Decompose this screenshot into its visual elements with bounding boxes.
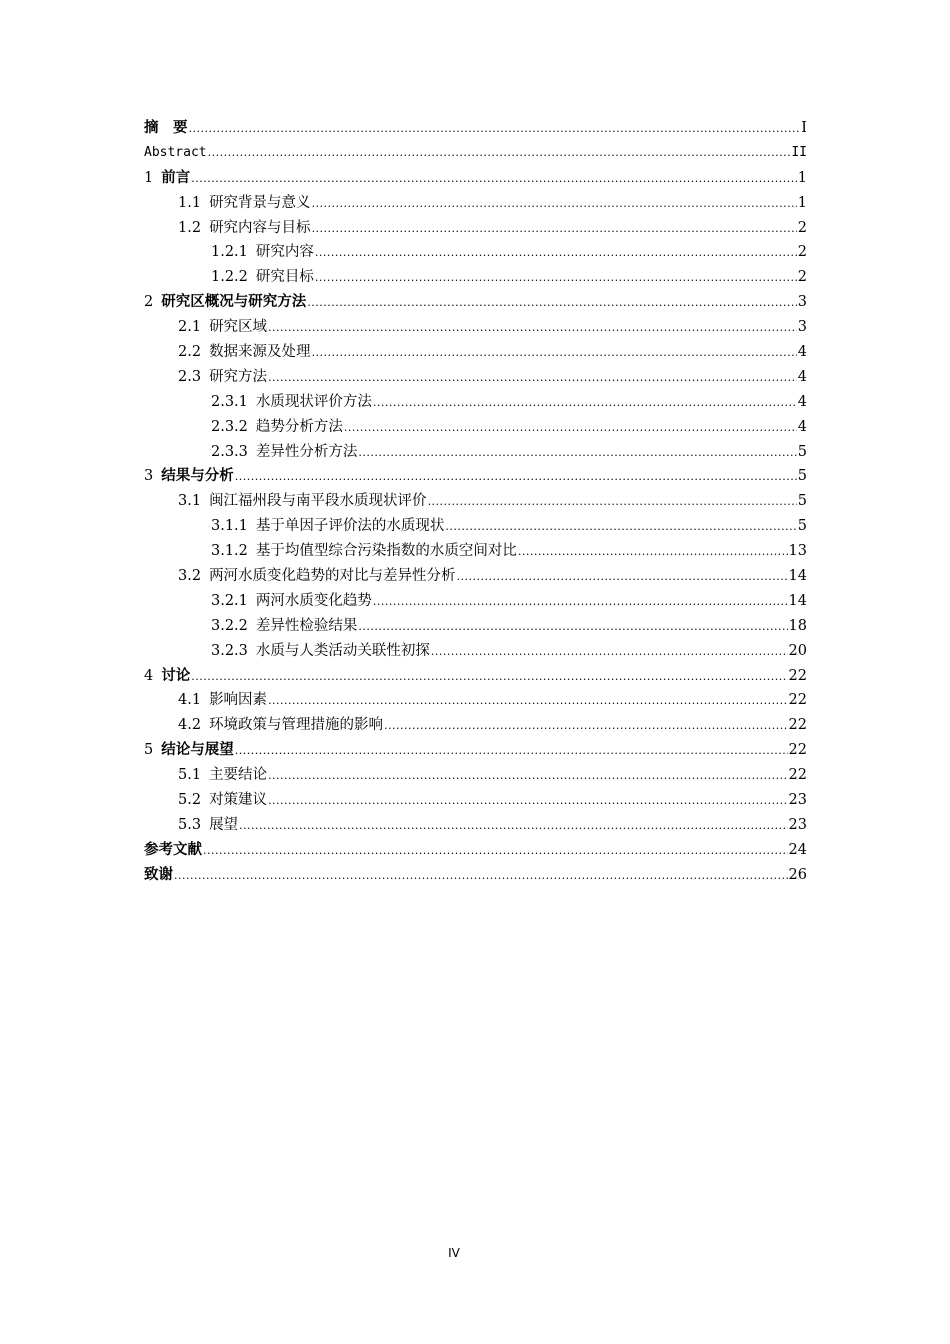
- toc-entry-page: 22: [788, 767, 807, 784]
- toc-entry-number: 5.2: [178, 792, 202, 809]
- toc-entry-number: 4.1: [178, 692, 202, 709]
- toc-entry-page: II: [791, 144, 807, 160]
- toc-dot-leader: [208, 141, 791, 166]
- toc-dot-leader: [191, 665, 787, 690]
- toc-entry[interactable]: [144, 863, 807, 888]
- toc-entry-number: 1.2.1: [211, 244, 248, 261]
- toc-entry-title: 研究目标: [255, 269, 314, 286]
- toc-entry-title: 研究方法: [209, 368, 268, 385]
- toc-entry-title: 差异性检验结果: [255, 617, 358, 634]
- toc-entry-page: 22: [788, 667, 807, 684]
- toc-entry-number: 2: [144, 294, 154, 311]
- toc-entry-title: 主要结论: [209, 767, 268, 784]
- toc-entry-number: 5.3: [178, 816, 202, 833]
- toc-dot-leader: [235, 465, 797, 490]
- toc-entry[interactable]: [144, 813, 807, 838]
- toc-entry[interactable]: [144, 639, 807, 664]
- toc-entry-title: 致谢: [144, 866, 173, 883]
- toc-entry-page: 4: [797, 418, 807, 435]
- toc-entry-page: 1: [797, 194, 807, 211]
- toc-entry-number: 3: [144, 468, 154, 485]
- toc-entry-title: 参考文献: [144, 841, 202, 858]
- toc-entry-page: 2: [797, 244, 807, 261]
- toc-dot-leader: [312, 217, 797, 242]
- toc-entry[interactable]: [144, 340, 807, 365]
- toc-entry-page: 5: [797, 493, 807, 510]
- toc-dot-leader: [518, 540, 788, 565]
- toc-entry-number: 1.1: [178, 194, 202, 211]
- toc-entry-page: 5: [797, 468, 807, 485]
- toc-entry-page: 4: [797, 368, 807, 385]
- toc-dot-leader: [268, 789, 787, 814]
- toc-entry[interactable]: [144, 564, 807, 589]
- toc-entry-title: 两河水质变化趋势的对比与差异性分析: [209, 568, 456, 585]
- toc-dot-leader: [203, 839, 788, 864]
- toc-entry-page: 23: [788, 816, 807, 833]
- toc-dot-leader: [268, 689, 787, 714]
- toc-entry-number: 4: [144, 667, 154, 684]
- toc-entry[interactable]: [144, 539, 807, 564]
- toc-entry-title: 结论与展望: [161, 742, 234, 759]
- toc-entry-page: 22: [788, 717, 807, 734]
- toc-dot-leader: [312, 341, 797, 366]
- toc-entry[interactable]: [144, 738, 807, 763]
- toc-entry-number: 3.2.2: [211, 617, 248, 634]
- toc-entry-title: 对策建议: [209, 792, 268, 809]
- toc-dot-leader: [268, 764, 787, 789]
- toc-entry-title: 水质现状评价方法: [255, 393, 372, 410]
- toc-dot-leader: [312, 192, 797, 217]
- toc-entry-page: 23: [788, 792, 807, 809]
- toc-entry-number: 3.2: [178, 568, 202, 585]
- toc-entry-number: 5.1: [178, 767, 202, 784]
- toc-entry-page: 26: [788, 866, 807, 883]
- toc-entry-number: 3.1.1: [211, 518, 248, 535]
- toc-dot-leader: [431, 640, 788, 665]
- toc-entry[interactable]: [144, 664, 807, 689]
- toc-entry-number: 2.3: [178, 368, 202, 385]
- toc-entry-number: 4.2: [178, 717, 202, 734]
- toc-entry-title: 差异性分析方法: [255, 443, 358, 460]
- toc-entry-number: 2.1: [178, 319, 202, 336]
- toc-dot-leader: [235, 739, 788, 764]
- toc-entry-page: 4: [797, 344, 807, 361]
- toc-entry[interactable]: [144, 265, 807, 290]
- toc-dot-leader: [428, 490, 797, 515]
- toc-entry-title: 两河水质变化趋势: [255, 592, 372, 609]
- toc-dot-leader: [445, 515, 796, 540]
- toc-entry-title: Abstract: [144, 144, 207, 160]
- toc-dot-leader: [268, 366, 797, 391]
- toc-entry-number: 1.2.2: [211, 269, 248, 286]
- toc-dot-leader: [384, 714, 787, 739]
- toc-entry-title: 前言: [161, 169, 191, 186]
- toc-dot-leader: [315, 266, 797, 291]
- toc-dot-leader: [373, 590, 788, 615]
- toc-entry-page: 2: [797, 269, 807, 286]
- toc-entry-page: 3: [797, 319, 807, 336]
- toc-dot-leader: [191, 167, 797, 192]
- toc-dot-leader: [358, 615, 787, 640]
- toc-dot-leader: [344, 416, 797, 441]
- toc-entry-title: 基于均值型综合污染指数的水质空间对比: [255, 543, 517, 560]
- toc-entry-number: 2.3.1: [211, 393, 248, 410]
- toc-entry[interactable]: [144, 788, 807, 813]
- toc-entry-number: 1.2: [178, 219, 202, 236]
- toc-entry-number: 2.3.2: [211, 418, 248, 435]
- toc-entry-page: 18: [788, 617, 807, 634]
- toc-entry-number: 3.2.1: [211, 592, 248, 609]
- toc-entry[interactable]: [144, 763, 807, 788]
- toc-entry-page: 3: [797, 294, 807, 311]
- toc-entry-title: 摘 要: [144, 120, 188, 136]
- toc-entry-title: 研究区概况与研究方法: [161, 294, 307, 311]
- table-of-contents: [144, 116, 807, 888]
- toc-entry-number: 1: [144, 169, 154, 186]
- toc-dot-leader: [239, 814, 787, 839]
- toc-dot-leader: [457, 565, 788, 590]
- toc-entry-page: 5: [797, 518, 807, 535]
- toc-dot-leader: [358, 441, 796, 466]
- toc-entry[interactable]: [144, 116, 807, 141]
- toc-entry-number: 5: [144, 742, 154, 759]
- toc-entry[interactable]: [144, 838, 807, 863]
- toc-entry-page: 14: [788, 568, 807, 585]
- toc-entry-page: 22: [788, 742, 807, 759]
- toc-dot-leader: [268, 316, 797, 341]
- toc-entry-title: 结果与分析: [161, 468, 234, 485]
- toc-entry-title: 闽江福州段与南平段水质现状评价: [209, 493, 427, 510]
- toc-entry-page: 13: [788, 543, 807, 560]
- toc-entry-page: 24: [788, 841, 807, 858]
- toc-entry-page: 1: [797, 169, 807, 186]
- toc-entry-title: 讨论: [161, 667, 191, 684]
- toc-entry[interactable]: [144, 365, 807, 390]
- toc-entry-page: 2: [797, 219, 807, 236]
- toc-entry[interactable]: [144, 141, 807, 166]
- toc-entry[interactable]: [144, 290, 807, 315]
- toc-entry[interactable]: [144, 614, 807, 639]
- toc-entry-number: 3.1: [178, 493, 202, 510]
- toc-entry[interactable]: [144, 514, 807, 539]
- toc-entry[interactable]: [144, 713, 807, 738]
- toc-entry[interactable]: [144, 415, 807, 440]
- toc-entry[interactable]: [144, 464, 807, 489]
- toc-entry[interactable]: [144, 216, 807, 241]
- toc-entry[interactable]: [144, 166, 807, 191]
- toc-entry-title: 数据来源及处理: [209, 344, 311, 361]
- toc-entry-page: 5: [797, 443, 807, 460]
- toc-entry[interactable]: [144, 315, 807, 340]
- toc-dot-leader: [174, 864, 788, 889]
- toc-entry-title: 研究区域: [209, 319, 268, 336]
- toc-entry-number: 2.3.3: [211, 443, 248, 460]
- toc-entry-page: 4: [797, 393, 807, 410]
- toc-dot-leader: [307, 291, 797, 316]
- toc-dot-leader: [315, 241, 797, 266]
- toc-entry-title: 环境政策与管理措施的影响: [209, 717, 384, 734]
- toc-entry[interactable]: [144, 440, 807, 465]
- toc-entry-number: 3.2.3: [211, 642, 248, 659]
- toc-entry[interactable]: [144, 390, 807, 415]
- toc-entry-page: 14: [788, 592, 807, 609]
- toc-entry-title: 研究内容: [255, 244, 314, 261]
- toc-entry[interactable]: [144, 240, 807, 265]
- toc-entry[interactable]: [144, 589, 807, 614]
- page-number: IV: [448, 1246, 460, 1260]
- toc-entry-page: I: [801, 120, 807, 136]
- toc-dot-leader: [189, 117, 801, 142]
- toc-entry-title: 影响因素: [209, 692, 268, 709]
- toc-entry-title: 展望: [209, 816, 239, 833]
- toc-entry-number: 2.2: [178, 344, 202, 361]
- toc-entry-page: 20: [788, 642, 807, 659]
- toc-entry[interactable]: [144, 688, 807, 713]
- toc-entry-title: 水质与人类活动关联性初探: [255, 642, 430, 659]
- toc-dot-leader: [373, 391, 797, 416]
- toc-entry[interactable]: [144, 489, 807, 514]
- toc-entry-number: 3.1.2: [211, 543, 248, 560]
- toc-entry-title: 研究内容与目标: [209, 219, 311, 236]
- toc-entry-title: 研究背景与意义: [209, 194, 311, 211]
- toc-entry[interactable]: [144, 191, 807, 216]
- toc-entry-title: 趋势分析方法: [255, 418, 343, 435]
- toc-entry-page: 22: [788, 692, 807, 709]
- toc-entry-title: 基于单因子评价法的水质现状: [255, 518, 445, 535]
